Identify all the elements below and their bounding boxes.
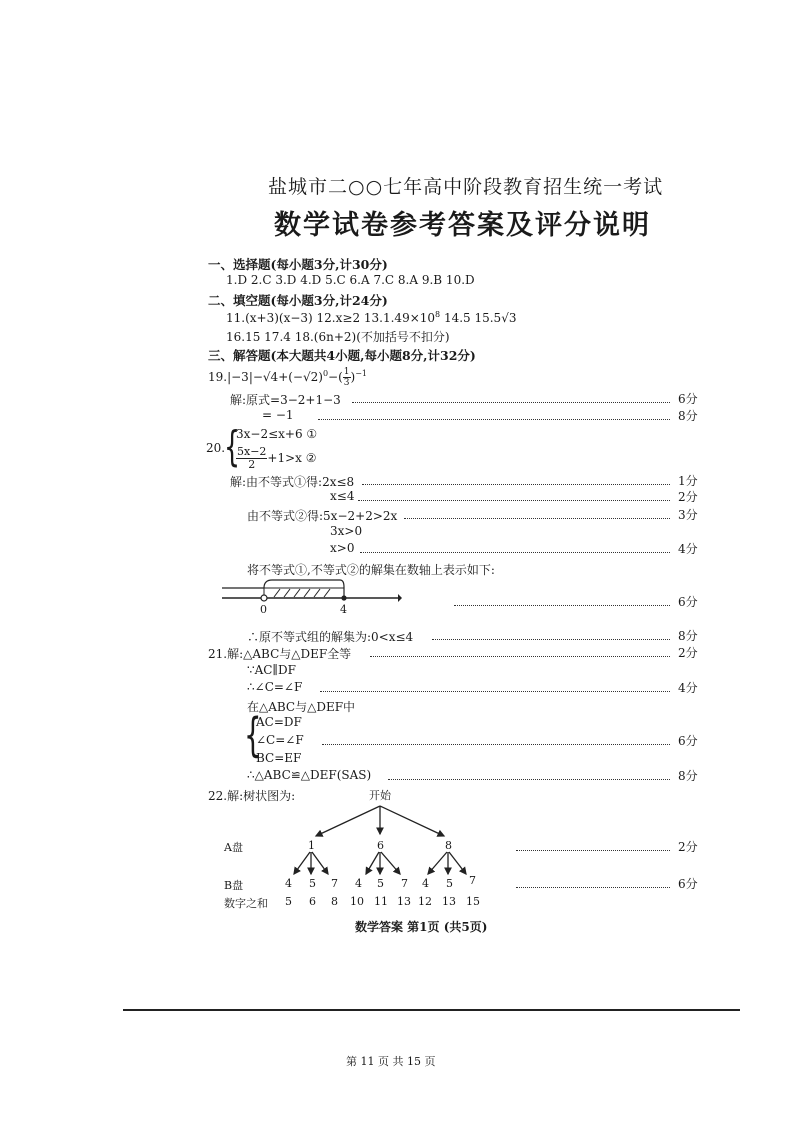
q22-score2: 6分: [678, 877, 698, 891]
q20-score5: 6分: [678, 595, 698, 609]
footer-rule: [123, 1009, 740, 1011]
sum-value: 5: [285, 895, 292, 908]
leader-dots: [454, 605, 670, 606]
tree-root: 开始: [369, 789, 391, 802]
q20-score2: 2分: [678, 490, 698, 504]
q20-step5: x>0: [330, 541, 355, 555]
b-node: 7: [469, 874, 476, 887]
q21-step4: 在△ABC与△DEF中: [247, 700, 356, 714]
label-b-disk: B盘: [224, 879, 244, 892]
q21-score1: 2分: [678, 646, 698, 660]
b-node: 7: [401, 877, 408, 890]
leader-dots: [432, 639, 670, 640]
exam-title: 盐城市二○○七年高中阶段教育招生统一考试: [268, 176, 664, 198]
q20-brace: {: [224, 422, 241, 471]
answer-title: 数学试卷参考答案及评分说明: [274, 210, 651, 241]
leader-dots: [362, 484, 670, 485]
q20-ineq2: [236, 446, 317, 471]
a-node-8: 8: [445, 839, 452, 852]
leader-dots: [516, 850, 670, 851]
q19-frac-num: 1: [343, 367, 350, 377]
b-node: 4: [285, 877, 292, 890]
q19-sol2: = −1: [262, 408, 294, 422]
label-a-disk: A盘: [224, 841, 243, 854]
q19-exp0: 0: [322, 369, 329, 378]
q21-step2: ∵AC∥DF: [247, 663, 296, 677]
q19-stmt-c: ): [350, 370, 356, 384]
q22-step1: 22.解:树状图为:: [208, 789, 296, 803]
q21-step5: AC=DF: [256, 715, 302, 729]
axis-label-0: 0: [260, 603, 267, 616]
leader-dots: [388, 779, 670, 780]
q21-score4: 8分: [678, 769, 698, 783]
fill-answers-line1: [226, 310, 516, 325]
q21-score2: 4分: [678, 681, 698, 695]
label-sum: 数字之和: [224, 897, 268, 910]
q20-step7: ∴原不等式组的解集为:0<x≤4: [247, 630, 414, 644]
q20-ineq2-rest: +1>x ②: [267, 451, 317, 465]
leader-dots: [370, 656, 670, 657]
q20-step3: 由不等式②得:5x−2+2>2x: [247, 509, 398, 523]
sum-value: 13: [397, 895, 411, 908]
b-node: 4: [422, 877, 429, 890]
q19-stmt-b: −(: [328, 370, 343, 384]
q20-ineq1: 3x−2≤x+6 ①: [236, 427, 318, 441]
answer-page-footer: 数学答案 第1页 (共5页): [355, 920, 488, 934]
sum-value: 8: [331, 895, 338, 908]
b-node: 4: [355, 877, 362, 890]
b-node: 5: [309, 877, 316, 890]
q22-score1: 2分: [678, 840, 698, 854]
sum-value: 10: [350, 895, 364, 908]
q20-step4: 3x>0: [330, 524, 363, 538]
fill-exponent: 8: [435, 310, 441, 319]
leader-dots: [318, 419, 670, 420]
leader-dots: [404, 518, 670, 519]
q20-score1: 1分: [678, 474, 698, 488]
q19-sol1: 解:原式=3−2+1−3: [230, 393, 341, 407]
sum-value: 11: [374, 895, 388, 908]
q21-step6: ∠C=∠F: [256, 733, 304, 747]
q21-step1: 21.解:△ABC与△DEF全等: [208, 647, 352, 661]
q19-statement: [208, 367, 367, 388]
leader-dots: [352, 402, 670, 403]
q20-label: 20.: [206, 441, 226, 455]
q20-ineq2-num: 5x−2: [237, 445, 267, 458]
leader-dots: [322, 744, 670, 745]
q21-step3: ∴∠C=∠F: [247, 680, 303, 694]
q20-step1: 解:由不等式①得:2x≤8: [230, 475, 355, 489]
q20-ineq2-den: 2: [248, 458, 256, 471]
section2-heading: 二、填空题(每小题3分,计24分): [208, 293, 388, 308]
choice-answers: 1.D 2.C 3.D 4.D 5.C 6.A 7.C 8.A 9.B 10.D: [226, 273, 475, 287]
fill-answers-line1-a: 11.(x+3)(x−3) 12.x≥2 13.1.49×10: [226, 311, 436, 325]
q21-step7: BC=EF: [256, 751, 302, 765]
q20-step2: x≤4: [330, 489, 355, 503]
sum-value: 13: [442, 895, 456, 908]
number-line: [222, 575, 402, 617]
fill-answers-line1-b: 14.5 15.5√3: [440, 311, 517, 325]
sum-value: 12: [418, 895, 432, 908]
q19-fraction: [343, 367, 351, 388]
leader-dots: [320, 691, 670, 692]
b-node: 5: [377, 877, 384, 890]
axis-label-4: 4: [340, 603, 347, 616]
q20-ineq2-frac: [236, 446, 267, 471]
b-node: 5: [446, 877, 453, 890]
sum-value: 15: [466, 895, 480, 908]
q20-score6: 8分: [678, 629, 698, 643]
q20-score3: 3分: [678, 508, 698, 522]
leader-dots: [358, 500, 670, 501]
section1-heading: 一、选择题(每小题3分,计30分): [208, 257, 388, 272]
q19-stmt-a: 19.|−3|−√4+(−√2): [208, 370, 323, 384]
q21-score3: 6分: [678, 734, 698, 748]
q19-score2: 8分: [678, 409, 698, 423]
q20-score4: 4分: [678, 542, 698, 556]
q21-step8: ∴△ABC≌△DEF(SAS): [247, 768, 372, 782]
section3-heading: 三、解答题(本大题共4小题,每小题8分,计32分): [208, 348, 476, 363]
leader-dots: [360, 552, 670, 553]
q19-frac-den: 3: [343, 378, 350, 388]
q21-brace: {: [244, 708, 262, 762]
q19-score1: 6分: [678, 392, 698, 406]
leader-dots: [516, 887, 670, 888]
q19-exp1: −1: [355, 369, 368, 378]
b-node: 7: [331, 877, 338, 890]
fill-answers-line2: 16.15 17.4 18.(6n+2)(不加括号不扣分): [226, 330, 450, 344]
sum-value: 6: [309, 895, 316, 908]
doc-page-number: 第 11 页 共 15 页: [346, 1055, 436, 1068]
q20-step6: 将不等式①,不等式②的解集在数轴上表示如下:: [247, 563, 495, 577]
a-node-1: 1: [308, 839, 315, 852]
a-node-6: 6: [377, 839, 384, 852]
